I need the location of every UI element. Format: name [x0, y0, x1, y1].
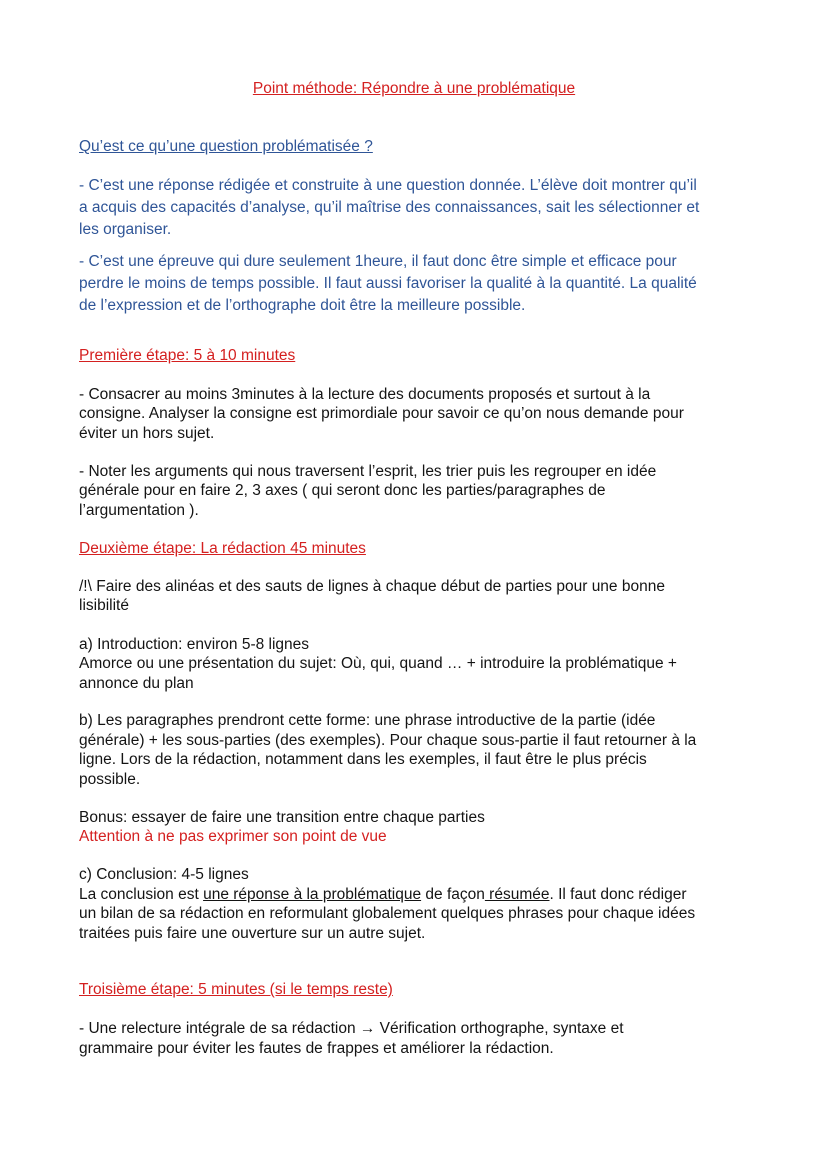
text-line: générale pour en faire 2, 3 axes ( qui seront donc les parties/paragraphes de [79, 482, 606, 499]
text-segment: . Il faut donc rédiger [549, 886, 687, 903]
step3-heading: Troisième étape: 5 minutes (si le temps reste) [79, 981, 393, 998]
text-line: - C’est une réponse rédigée et construite à une question donnée. L’élève doit montrer qu’il [79, 177, 697, 194]
text-line: /!\ Faire des alinéas et des sauts de lignes à chaque début de parties pour une bonne [79, 578, 665, 595]
step2-heading: Deuxième étape: La rédaction 45 minutes [79, 540, 366, 557]
text-line: ligne. Lors de la rédaction, notamment dans les exemples, il faut être le plus précis [79, 751, 647, 768]
step1-heading: Première étape: 5 à 10 minutes [79, 347, 296, 364]
text-line: les organiser. [79, 221, 172, 238]
text-line: grammaire pour éviter les fautes de frappes et améliorer la rédaction. [79, 1040, 554, 1057]
text-line: éviter un hors sujet. [79, 425, 215, 442]
text-line: traitées puis faire une ouverture sur un autre sujet. [79, 925, 426, 942]
underlined-word: résumée [484, 886, 550, 903]
text-line: b) Les paragraphes prendront cette forme: une phrase introductive de la partie (idée [79, 712, 656, 729]
conclusion-title: c) Conclusion: 4-5 lignes [79, 866, 249, 883]
underlined-phrase: une réponse à la problématique [203, 886, 422, 903]
text-line: générale) + les sous-parties (des exemples). Pour chaque sous-partie il faut retourner à la [79, 732, 697, 749]
text-line: de l’expression et de l’orthographe doit être la meilleure possible. [79, 297, 526, 314]
text-line: perdre le moins de temps possible. Il faut aussi favoriser la qualité à la quantité. La qualité [79, 275, 697, 292]
bonus-line: Bonus: essayer de faire une transition entre chaque parties [79, 809, 485, 826]
page-title: Point méthode: Répondre à une problématique [252, 80, 576, 97]
text-segment: La conclusion est [79, 886, 204, 903]
text-line: consigne. Analyser la consigne est primordiale pour savoir ce qu’on nous demande pour [79, 405, 684, 422]
text-line: - Noter les arguments qui nous traversent l’esprit, les trier puis les regrouper en idée [79, 463, 657, 480]
introduction-title: a) Introduction: environ 5-8 lignes [79, 636, 310, 653]
text-line: l’argumentation ). [79, 502, 199, 519]
text-line: possible. [79, 771, 141, 788]
text-line: Amorce ou une présentation du sujet: Où, qui, quand … + introduire la problématique + [79, 655, 677, 672]
text-segment: de façon [421, 886, 485, 903]
text-line: - Consacrer au moins 3minutes à la lecture des documents proposés et surtout à la [79, 386, 651, 403]
text-line: a acquis des capacités d’analyse, qu’il maîtrise des connaissances, sait les sélectionner et [79, 199, 700, 216]
text-line: annonce du plan [79, 675, 194, 692]
text-line: - C’est une épreuve qui dure seulement 1heure, il faut donc être simple et efficace pour [79, 253, 677, 270]
text-line: un bilan de sa rédaction en reformulant globalement quelques phrases pour chaque idées [79, 905, 696, 922]
warning-line: Attention à ne pas exprimer son point de vue [79, 828, 387, 845]
text-line: lisibilité [79, 597, 129, 614]
text-line: - Une relecture intégrale de sa rédaction → Vérification orthographe, syntaxe et [79, 1020, 624, 1037]
conclusion-line [79, 885, 687, 905]
intro-heading: Qu’est ce qu’une question problématisée ? [79, 138, 373, 155]
